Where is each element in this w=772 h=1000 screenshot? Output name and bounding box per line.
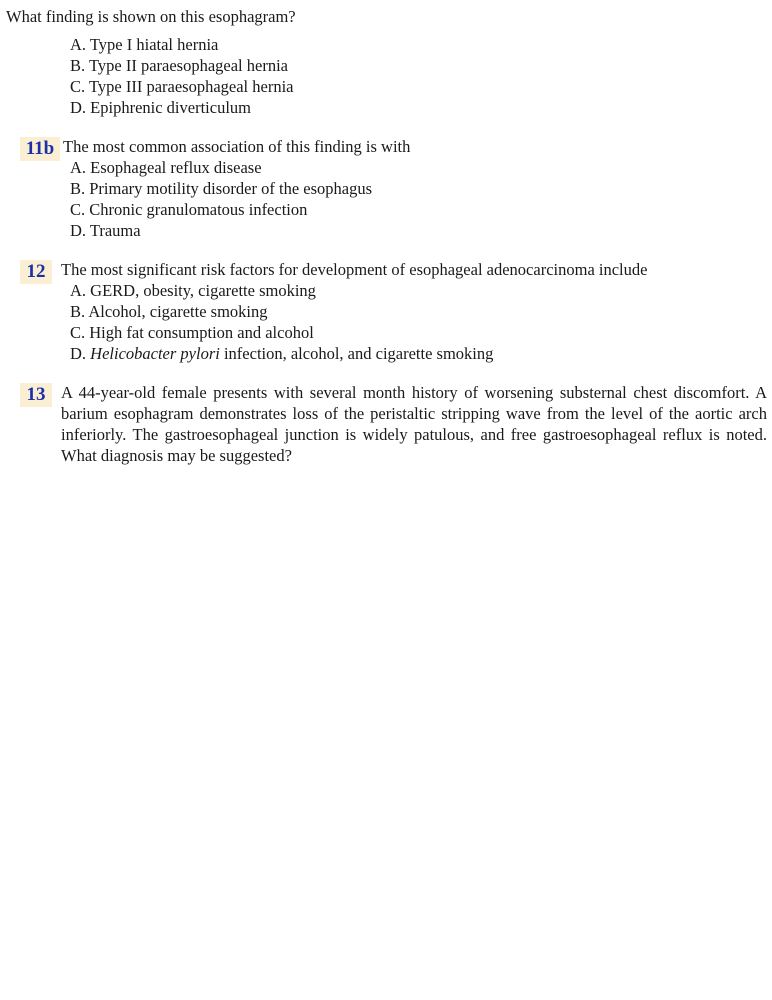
option-11a-b: B. Type II paraesophageal hernia	[70, 56, 288, 75]
option-12-c: C. High fat consumption and alcohol	[70, 323, 314, 342]
question-11a-stem: What finding is shown on this esophagram?	[6, 7, 296, 26]
question-12-options	[70, 280, 493, 364]
option-11b-b: B. Primary motility disorder of the esophagus	[70, 179, 373, 198]
question-11b-number: 11b	[20, 137, 60, 161]
option-12-d-suffix: infection, alcohol, and cigarette smoking	[219, 344, 494, 363]
option-12-b: B. Alcohol, cigarette smoking	[70, 302, 268, 321]
option-12-a: A. GERD, obesity, cigarette smoking	[70, 281, 316, 300]
option-12-d-prefix: D.	[70, 344, 91, 363]
option-11a-a: A. Type I hiatal hernia	[70, 35, 219, 54]
option-11a-c: C. Type III paraesophageal hernia	[70, 77, 294, 96]
question-13-number: 13	[20, 383, 52, 407]
question-11a-options	[70, 34, 293, 118]
question-12-stem: The most significant risk factors for development of esophageal adenocarcinoma include	[61, 260, 648, 279]
option-11a-d: D. Epiphrenic diverticulum	[70, 98, 251, 117]
option-11b-d: D. Trauma	[70, 221, 141, 240]
option-11b-c: C. Chronic granulomatous infection	[70, 200, 308, 219]
question-11b-options	[70, 157, 372, 241]
option-12-d	[70, 343, 493, 364]
question-13-stem: A 44-year-old female presents with several month history of worsening substernal chest discomfort. A barium esophagram demonstrates loss of the peristaltic stripping wave from the level of the aortic arch inferiorly. The gastroesophageal junction is widely patulous, and free gastroesophageal reflux is noted. What diagnosis may be suggested?	[61, 383, 767, 465]
option-12-d-italic: Helicobacter pylori	[90, 344, 220, 363]
option-11b-a: A. Esophageal reflux disease	[70, 158, 262, 177]
question-12-number: 12	[20, 260, 52, 284]
question-11b-stem: The most common association of this finding is with	[63, 137, 411, 156]
